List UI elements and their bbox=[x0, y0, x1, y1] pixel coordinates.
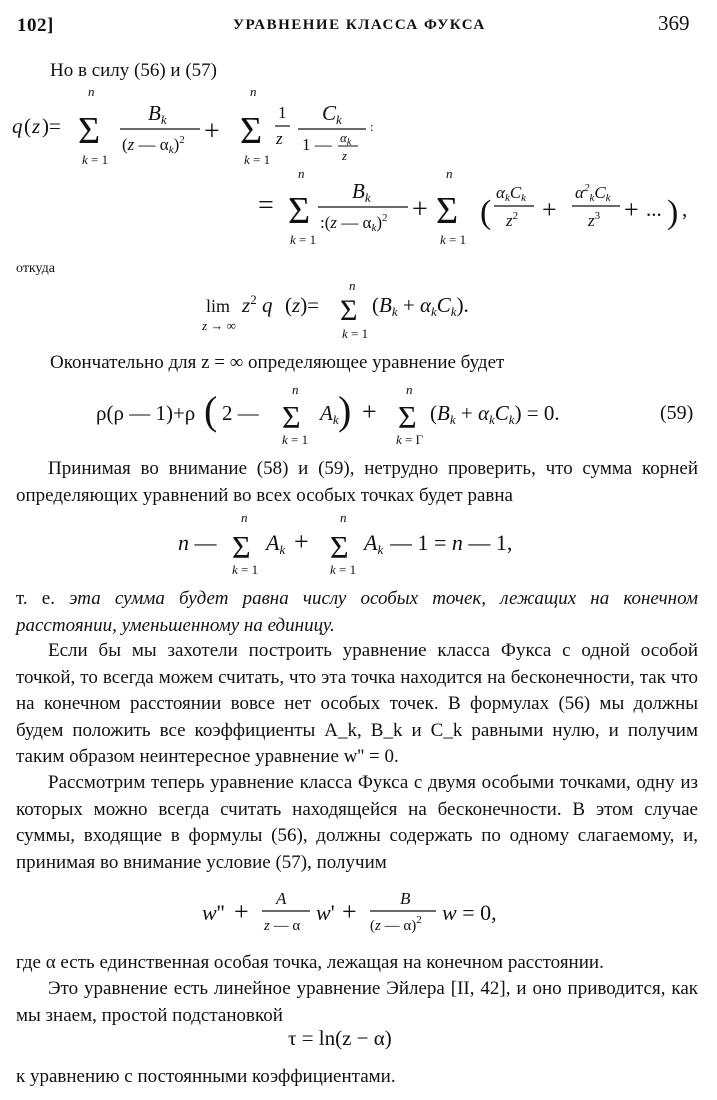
svg-text:α2kCk: $\alpha^2_kCk$ bbox=[575, 182, 611, 204]
svg-text:n: n bbox=[340, 510, 347, 525]
svg-text:(z)=: (z)= bbox=[285, 293, 320, 317]
formula-substitution: τ = ln(z − α) bbox=[288, 1026, 392, 1050]
svg-text:k = Γ: k = Γ bbox=[396, 432, 424, 447]
svg-text:+: + bbox=[624, 195, 639, 224]
svg-text:w'': w'' bbox=[202, 900, 225, 925]
svg-text:z2 q: $z^2$ q bbox=[242, 292, 273, 317]
svg-text:B: B bbox=[400, 889, 411, 908]
paragraph-euler: Это уравнение есть линейное уравнение Эйлера [II, 42], и оно приводится, как мы знаем, простой подстановкой bbox=[16, 978, 698, 1026]
svg-text:k = 1: k = 1 bbox=[282, 432, 309, 447]
formula-sum-roots bbox=[0, 508, 717, 584]
svg-text::: : bbox=[370, 119, 374, 134]
svg-text:+: + bbox=[234, 897, 249, 926]
svg-text:k = 1: k = 1 bbox=[232, 562, 259, 577]
svg-text:Σ: Σ bbox=[436, 190, 459, 232]
svg-text:n: n bbox=[88, 86, 95, 99]
svg-text:Σ: Σ bbox=[232, 529, 251, 565]
svg-text:+: + bbox=[362, 397, 377, 426]
svg-text:(z — αk)2: (z — αk)$^2$ bbox=[122, 134, 185, 156]
svg-text:): ) bbox=[338, 388, 352, 433]
svg-text:n: n bbox=[349, 278, 356, 293]
svg-text:z: z bbox=[276, 129, 283, 148]
svg-text:(z — α)2: (z — α)$^2$ bbox=[370, 914, 422, 934]
svg-text:(: ( bbox=[204, 388, 218, 433]
page-number: 369 bbox=[658, 11, 690, 35]
svg-text:+: + bbox=[542, 195, 557, 224]
svg-text:z: z bbox=[32, 114, 41, 138]
svg-text:Σ: Σ bbox=[78, 110, 101, 152]
formula-euler-equation bbox=[0, 880, 717, 952]
svg-text:Σ: Σ bbox=[340, 294, 358, 327]
svg-text:(: ( bbox=[480, 194, 492, 231]
final-line: к уравнению с постоянными коэффициентами. bbox=[16, 1066, 396, 1087]
svg-text:z: z bbox=[342, 148, 348, 163]
svg-text:z → ∞: z → ∞ bbox=[202, 318, 236, 333]
svg-text:Bk: Bk bbox=[148, 101, 167, 127]
svg-text:Ck: Ck bbox=[322, 101, 342, 127]
svg-text:1 —: 1 — bbox=[302, 135, 332, 154]
intro-line: Но в силу (56) и (57) bbox=[50, 60, 218, 81]
svg-text:,: , bbox=[682, 197, 688, 221]
svg-text:(Bk + αkCk) = 0.: (Bk + αkCk) = 0. bbox=[430, 401, 560, 427]
svg-text::(z — αk)2: :(z — αk)$^2$ bbox=[320, 212, 388, 234]
final-intro: Окончательно для z = ∞ определяющее уравнение будет bbox=[50, 352, 505, 373]
svg-text:+: + bbox=[294, 527, 309, 556]
equation-number-59: (59) bbox=[660, 402, 694, 424]
formula-limit bbox=[0, 278, 717, 350]
svg-text:k = 1: k = 1 bbox=[290, 232, 317, 247]
svg-text:1: 1 bbox=[278, 103, 287, 122]
svg-text:Σ: Σ bbox=[240, 110, 263, 152]
svg-text:+: + bbox=[412, 194, 428, 225]
paragraph-one-point: Если бы мы захотели построить уравнение класса Фукса с одной особой точкой, то всегда можем считать, что эта точка находится на бесконечности, так что на конечном расстоянии вовсе нет особых точек. В формулах (56) мы должны будем положить все коэффициенты A_k, B_k и C_k равными нулю, и получим таким образом неинтересное уравнение w'' = 0. bbox=[16, 640, 698, 767]
svg-text:...: ... bbox=[646, 197, 662, 221]
svg-text:z — α: z — α bbox=[264, 918, 301, 934]
svg-text:A: A bbox=[276, 889, 287, 908]
paragraph-sum-roots: Принимая во внимание (58) и (59), нетрудно проверить, что сумма корней определяющих уравнений во всех особых точках будет равна bbox=[16, 458, 698, 506]
svg-text:): ) bbox=[667, 194, 679, 231]
svg-text:k = 1: k = 1 bbox=[82, 152, 109, 167]
svg-text:w': w' bbox=[316, 900, 335, 925]
where-alpha-line: где α есть единственная особая точка, лежащая на конечном расстоянии. bbox=[16, 952, 604, 973]
running-title: УРАВНЕНИЕ КЛАССА ФУКСА bbox=[233, 17, 486, 33]
svg-text:+: + bbox=[204, 116, 220, 147]
svg-text:)=: )= bbox=[42, 114, 61, 138]
svg-text:n —: n — bbox=[178, 530, 217, 555]
svg-text:n: n bbox=[446, 166, 453, 181]
svg-text:+: + bbox=[342, 897, 357, 926]
svg-text:z2: $z^2$ bbox=[506, 210, 519, 230]
svg-text:k = 1: k = 1 bbox=[244, 152, 271, 167]
svg-text:(: ( bbox=[24, 114, 31, 138]
svg-text:αk: $\alpha_k$ bbox=[340, 130, 352, 148]
svg-text:Σ: Σ bbox=[398, 399, 417, 435]
svg-text:ρ(ρ — 1)+ρ: ρ(ρ — 1)+ρ bbox=[96, 401, 196, 425]
svg-text:Σ: Σ bbox=[288, 190, 311, 232]
svg-text:lim: lim bbox=[206, 296, 231, 316]
svg-text:— 1 = n — 1,: — 1 = n — 1, bbox=[390, 530, 513, 555]
svg-text:k = 1: k = 1 bbox=[342, 326, 369, 341]
svg-text:(Bk + αkCk).: (Bk + αkCk). bbox=[372, 293, 469, 319]
svg-text:q: q bbox=[12, 114, 23, 138]
svg-text:2 —: 2 — bbox=[222, 401, 259, 425]
svg-text:k = 1: k = 1 bbox=[440, 232, 467, 247]
svg-text:=: = bbox=[258, 190, 274, 221]
svg-text:w = 0,: w = 0, bbox=[442, 900, 497, 925]
section-number: 102] bbox=[17, 15, 54, 36]
svg-text:n: n bbox=[298, 166, 305, 181]
paragraph-conclusion: т. е. эта сумма будет равна числу особых точек, лежащих на конечном расстоянии, уменьшенному на единицу. bbox=[16, 588, 698, 636]
otkuda-word: откуда bbox=[16, 261, 55, 276]
svg-text:Ak: Ak bbox=[364, 530, 384, 557]
svg-text:n: n bbox=[241, 510, 248, 525]
svg-text:z3: $z^3$ bbox=[588, 210, 601, 230]
svg-text:Σ: Σ bbox=[282, 399, 301, 435]
formula-q-expansion bbox=[0, 86, 717, 256]
formula-eq59 bbox=[0, 380, 717, 456]
svg-text:n: n bbox=[292, 382, 299, 397]
svg-text:k = 1: k = 1 bbox=[330, 562, 357, 577]
svg-text:n: n bbox=[406, 382, 413, 397]
svg-text:Ak: Ak bbox=[320, 401, 339, 427]
paragraph-two-points: Рассмотрим теперь уравнение класса Фукса с двумя особыми точками, одну из которых можно всегда считать находящейся на бесконечности. В этом случае суммы, входящие в формулы (56), должны содержать по одному слагаемому, и, принимая во внимание условие (57), получим bbox=[16, 772, 698, 873]
svg-text:Bk: Bk bbox=[352, 179, 371, 205]
svg-text:αkCk: αkCk bbox=[496, 183, 527, 204]
svg-text:n: n bbox=[250, 86, 257, 99]
svg-text:Σ: Σ bbox=[330, 529, 349, 565]
svg-text:Ak: Ak bbox=[266, 530, 286, 557]
